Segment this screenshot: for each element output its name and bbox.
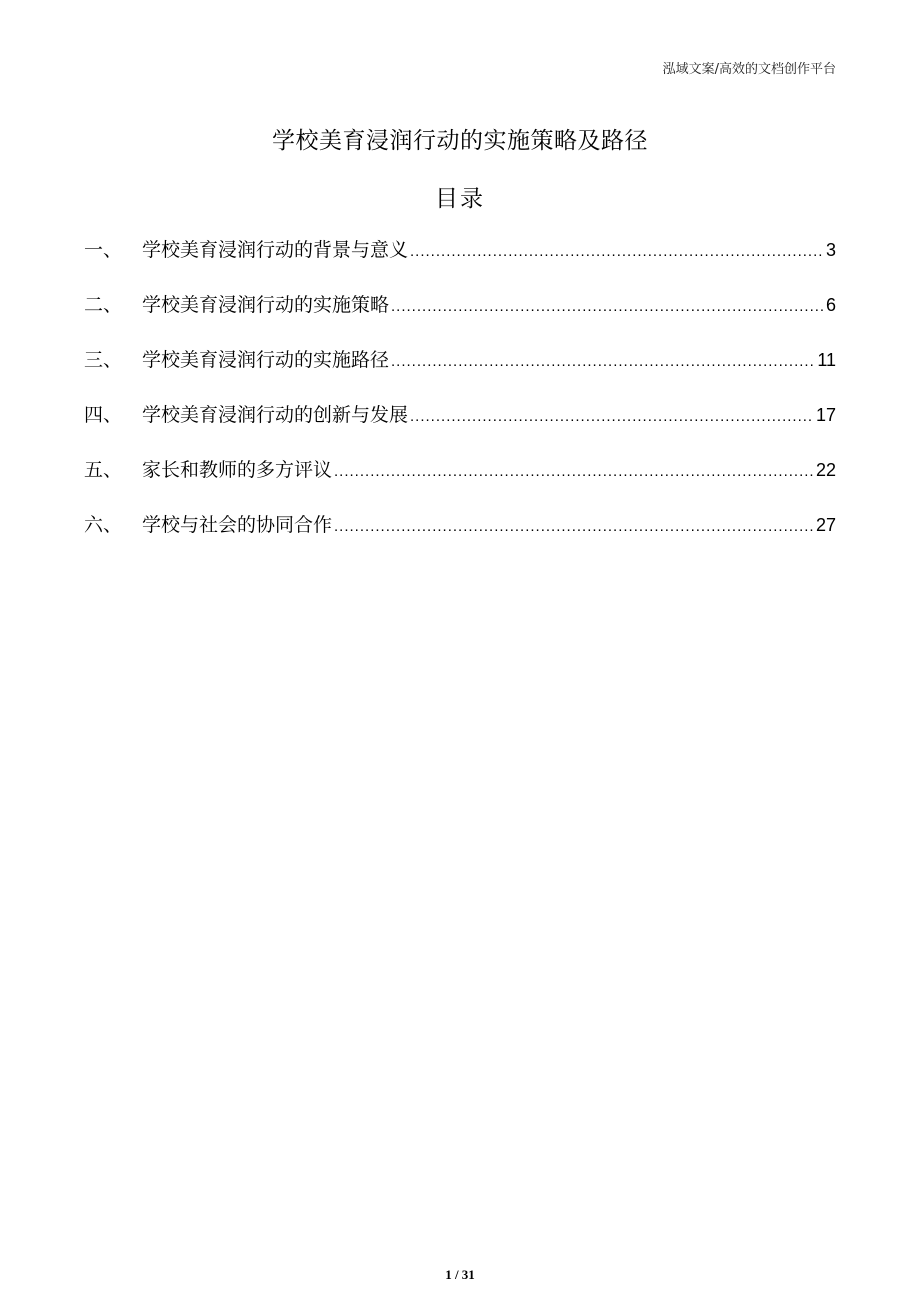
toc-entry-number: 一、 <box>84 239 123 261</box>
toc-entry-number: 二、 <box>84 294 123 316</box>
toc-heading: 目录 <box>435 186 485 212</box>
toc-entry-label: 学校美育浸润行动的实施策略 <box>142 294 390 316</box>
toc-entry-label: 学校美育浸润行动的实施路径 <box>142 349 390 371</box>
toc-entry-4[interactable] <box>84 400 836 455</box>
table-of-contents <box>84 235 836 565</box>
toc-entry-number: 五、 <box>84 459 123 481</box>
toc-entry-number: 六、 <box>84 514 123 536</box>
toc-dot-leader <box>391 353 815 370</box>
toc-dot-leader <box>391 298 824 315</box>
toc-entry-1[interactable] <box>84 235 836 290</box>
toc-entry-label: 家长和教师的多方评议 <box>142 459 333 481</box>
toc-entry-5[interactable] <box>84 455 836 510</box>
toc-entry-page: 11 <box>817 350 836 370</box>
toc-entry-2[interactable] <box>84 290 836 345</box>
toc-entry-page: 27 <box>815 515 836 535</box>
document-title: 学校美育浸润行动的实施策略及路径 <box>272 128 648 154</box>
toc-entry-label: 学校美育浸润行动的创新与发展 <box>142 404 409 426</box>
toc-entry-label: 学校与社会的协同合作 <box>142 514 333 536</box>
toc-entry-3[interactable] <box>84 345 836 400</box>
toc-entry-page: 22 <box>815 460 836 480</box>
toc-entry-number: 四、 <box>84 404 123 426</box>
page-number-indicator: 1 / 31 <box>445 1267 475 1282</box>
toc-dot-leader <box>334 463 814 480</box>
toc-entry-6[interactable] <box>84 510 836 565</box>
toc-dot-leader <box>410 408 814 425</box>
toc-dot-leader <box>334 518 814 535</box>
toc-entry-page: 3 <box>825 240 836 260</box>
toc-entry-page: 6 <box>825 295 836 315</box>
toc-entry-number: 三、 <box>84 349 123 371</box>
toc-dot-leader <box>410 243 824 260</box>
toc-entry-label: 学校美育浸润行动的背景与意义 <box>142 239 409 261</box>
toc-entry-page: 17 <box>815 405 836 425</box>
page-header-text: 泓域文案/高效的文档创作平台 <box>662 62 836 77</box>
